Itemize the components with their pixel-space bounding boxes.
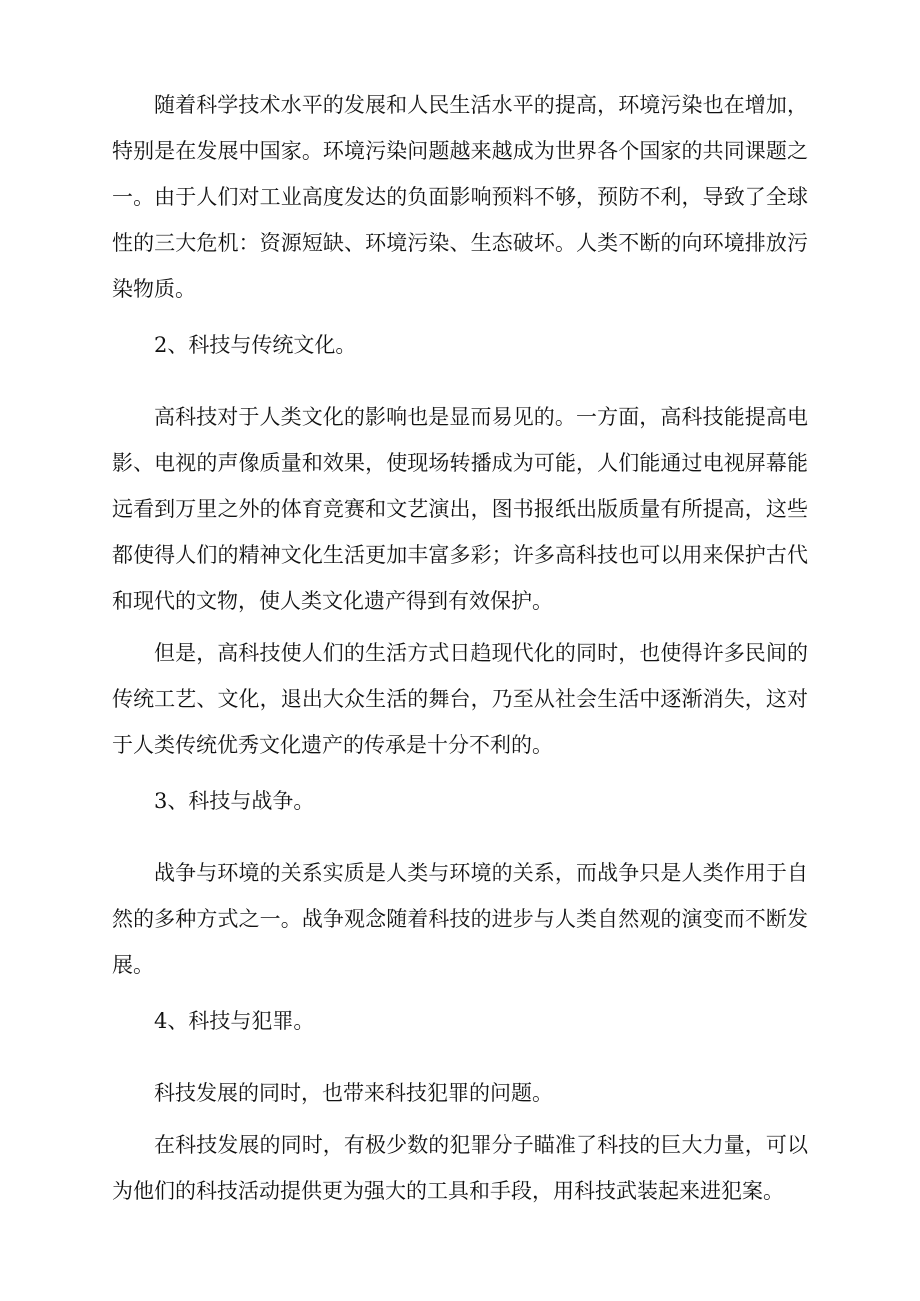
section-heading-tech-and-war: 3、科技与战争。 bbox=[154, 789, 315, 813]
section-heading-tech-and-culture: 2、科技与传统文化。 bbox=[154, 333, 357, 357]
paragraph-tech-culture-influence: 高科技对于人类文化的影响也是显而易见的。一方面，高科技能提高电影、电视的声像质量和效果，使现场转播成为可能，人们能通过电视屏幕能远看到万里之外的体育竞赛和文艺演出，图书报纸出版质量有所提高，这些都使得人们的精神文化生活更加丰富多彩；许多高科技也可以用来保护古代和现代的文物，使人类文化遗产得到有效保护。 bbox=[112, 405, 808, 613]
paragraph-tech-crime-detail: 在科技发展的同时，有极少数的犯罪分子瞄准了科技的巨大力量，可以为他们的科技活动提供更为强大的工具和手段，用科技武装起来进犯案。 bbox=[112, 1133, 808, 1203]
paragraph-environment-pollution: 随着科学技术水平的发展和人民生活水平的提高，环境污染也在增加，特别是在发展中国家。环境污染问题越来越成为世界各个国家的共同课题之一。由于人们对工业高度发达的负面影响预料不够，预防不利，导致了全球性的三大危机：资源短缺、环境污染、生态破坏。人类不断的向环境排放污染物质。 bbox=[112, 93, 808, 301]
paragraph-tech-culture-downside: 但是，高科技使人们的生活方式日趋现代化的同时，也使得许多民间的传统工艺、文化，退出大众生活的舞台，乃至从社会生活中逐渐消失，这对于人类传统优秀文化遗产的传承是十分不利的。 bbox=[112, 641, 808, 757]
paragraph-tech-war: 战争与环境的关系实质是人类与环境的关系，而战争只是人类作用于自然的多种方式之一。战争观念随着科技的进步与人类自然观的演变而不断发展。 bbox=[112, 861, 808, 977]
document-page bbox=[112, 82, 808, 1214]
section-heading-tech-and-crime: 4、科技与犯罪。 bbox=[154, 1009, 315, 1033]
paragraph-tech-crime-intro: 科技发展的同时，也带来科技犯罪的问题。 bbox=[154, 1081, 553, 1105]
